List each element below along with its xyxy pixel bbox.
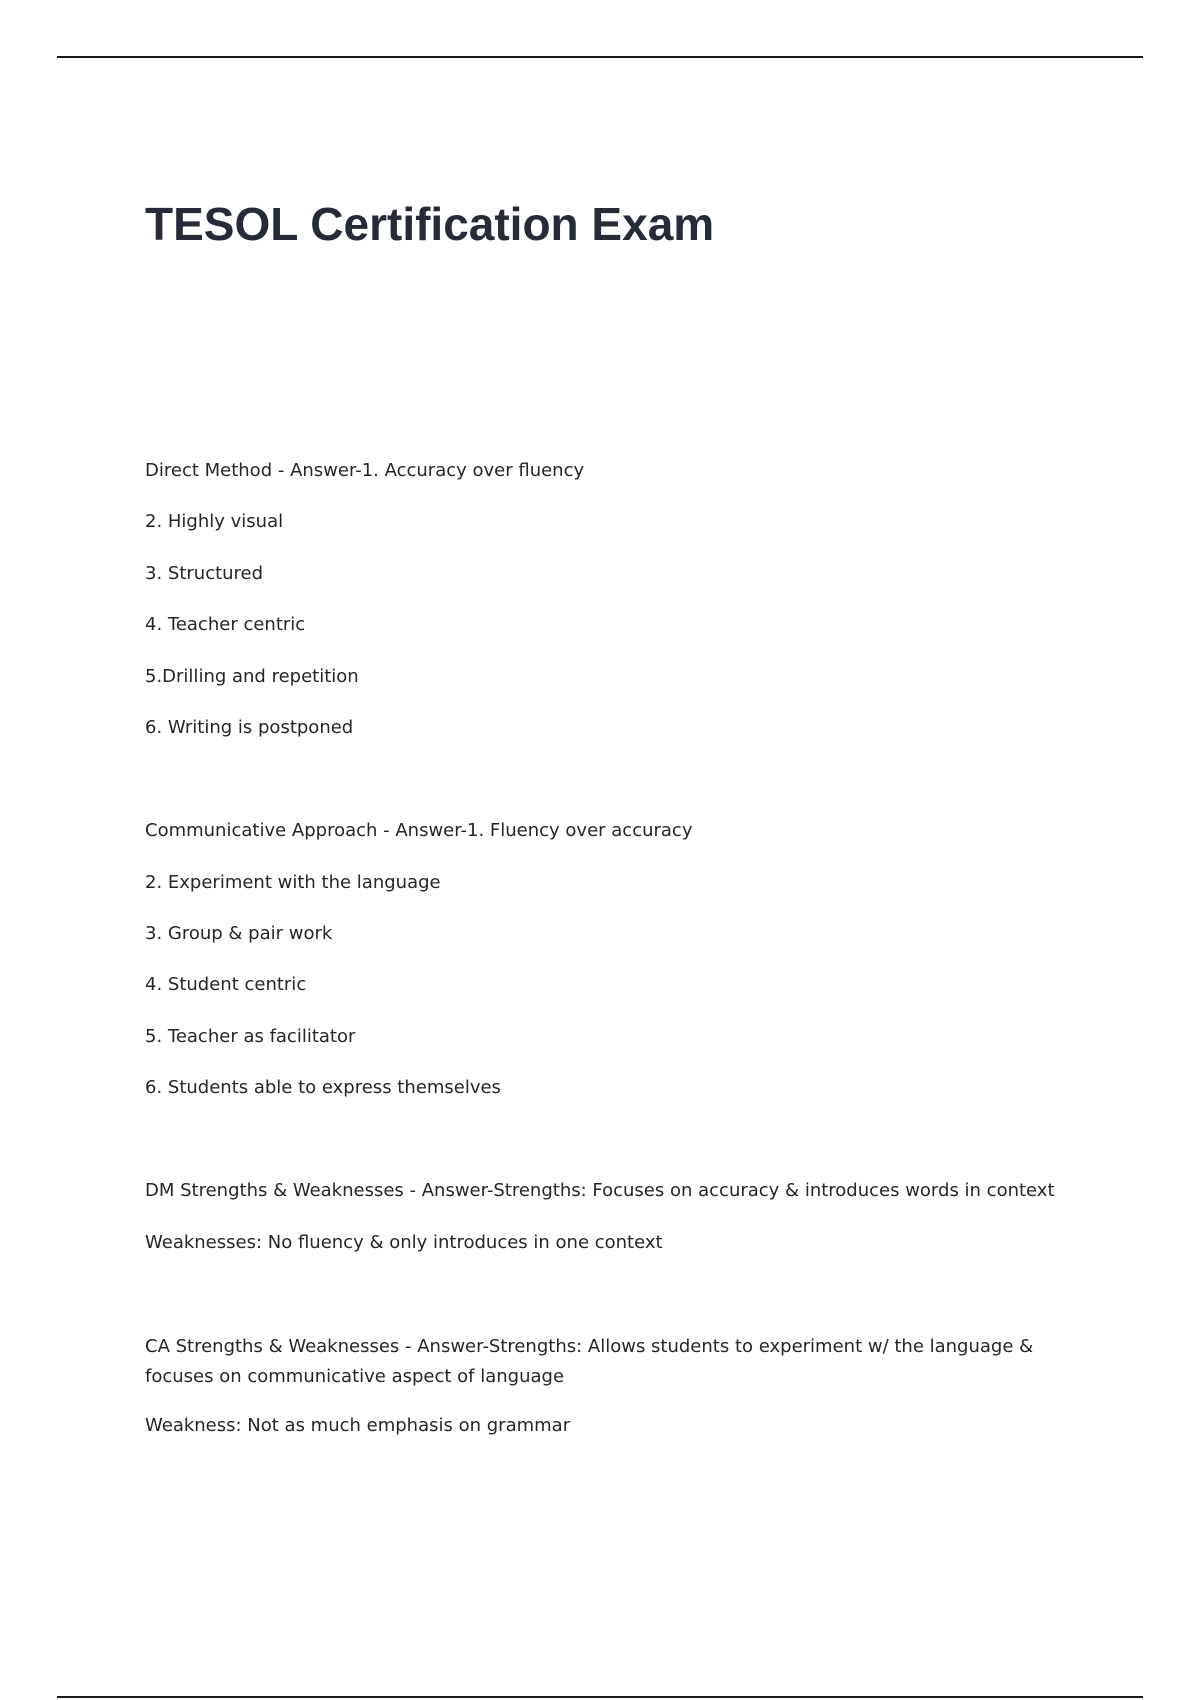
section-3-question: DM Strengths & Weaknesses - Answer-Strengths: Focuses on accuracy & introduces words in context — [145, 1180, 1055, 1201]
section-1-line-5: 5.Drilling and repetition — [145, 666, 359, 687]
section-1-line-6: 6. Writing is postponed — [145, 717, 354, 738]
section-2-line-2: 2. Experiment with the language — [145, 872, 441, 893]
section-2-line-4: 4. Student centric — [145, 974, 307, 995]
section-2-question: Communicative Approach - Answer-1. Fluency over accuracy — [145, 820, 693, 841]
section-2-line-5: 5. Teacher as facilitator — [145, 1026, 356, 1047]
section-1-question: Direct Method - Answer-1. Accuracy over fluency — [145, 460, 585, 481]
top-rule — [57, 56, 1143, 58]
page-title: TESOL Certification Exam — [145, 198, 715, 250]
section-4-weakness: Weakness: Not as much emphasis on grammar — [145, 1415, 571, 1436]
bottom-rule — [57, 1696, 1143, 1698]
section-1-line-2: 2. Highly visual — [145, 511, 284, 532]
section-4-question: CA Strengths & Weaknesses - Answer-Strengths: Allows students to experiment w/ the language & focuses on communicative aspect of language — [145, 1336, 1034, 1387]
section-1-line-4: 4. Teacher centric — [145, 614, 306, 635]
section-2-line-3: 3. Group & pair work — [145, 923, 333, 944]
section-1-line-3: 3. Structured — [145, 563, 264, 584]
section-2-line-6: 6. Students able to express themselves — [145, 1077, 501, 1098]
section-3-weakness: Weaknesses: No fluency & only introduces in one context — [145, 1232, 663, 1253]
